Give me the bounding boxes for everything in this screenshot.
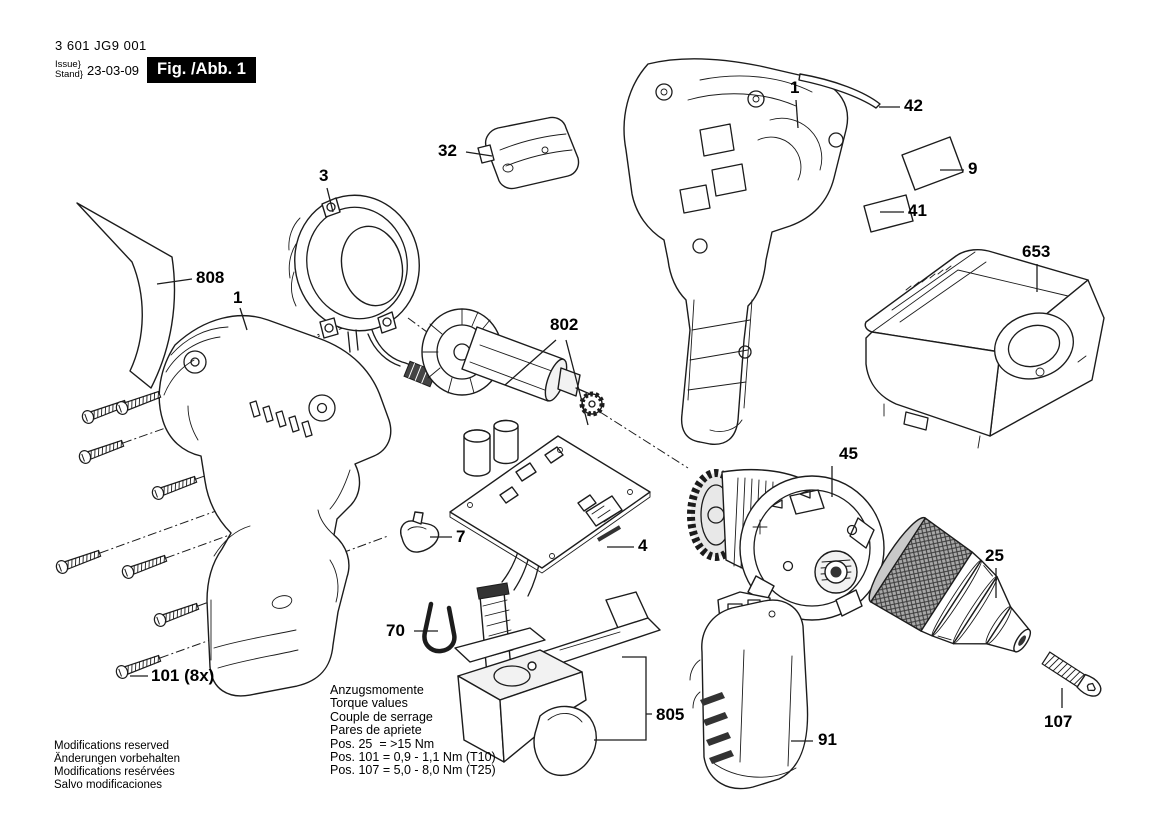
callout-32: 32: [438, 141, 457, 160]
torque-line: Pares de apriete: [330, 723, 422, 738]
modifications-line: Salvo modificaciones: [54, 779, 163, 791]
callout-101: 101 (8x): [151, 666, 215, 685]
charger-part: [865, 250, 1104, 448]
callout-1-left: 1: [233, 288, 243, 307]
torque-values-note: [330, 684, 496, 778]
part-number: 3 601 JG9 001: [55, 38, 147, 53]
callout-653: 653: [1022, 242, 1051, 261]
callout-91: 91: [818, 730, 837, 749]
torque-line: Couple de serrage: [330, 709, 433, 724]
gearbox-part: [691, 470, 884, 620]
sticker-large-part: [77, 203, 174, 388]
drawing-header: [55, 38, 256, 83]
callout-25: 25: [985, 546, 1004, 565]
modifications-line: Modifications reserved: [54, 740, 170, 752]
modifications-line: Modifications resérvées: [54, 766, 175, 778]
torque-line: Pos. 25 = >15 Nm: [330, 736, 435, 751]
torque-line: Anzugsmomente: [330, 683, 424, 697]
callout-4: 4: [638, 536, 648, 555]
clip-part: [424, 604, 454, 651]
callout-45: 45: [839, 444, 858, 463]
callout-808: 808: [196, 268, 225, 287]
belt-clip-part: [478, 117, 579, 188]
chuck-screw-part: [1041, 651, 1104, 700]
callout-802: 802: [550, 315, 579, 334]
housing-left-part: [159, 316, 391, 696]
torque-line: Pos. 101 = 0,9 - 1,1 Nm (T10): [330, 750, 496, 765]
chuck-part: [862, 512, 1054, 685]
battery-part: [690, 592, 808, 789]
callout-7: 7: [456, 527, 466, 546]
callout-70: 70: [386, 621, 405, 640]
callout-9: 9: [968, 159, 978, 178]
stand-label: Stand}: [55, 69, 83, 80]
figure-label: Fig. /Abb. 1: [147, 57, 256, 83]
housing-right-part: [624, 59, 847, 444]
modifications-line: Änderungen vorbehalten: [54, 753, 180, 765]
callout-42: 42: [904, 96, 923, 115]
callout-1-right: 1: [790, 78, 800, 97]
issue-date: 23-03-09: [87, 62, 140, 78]
pcb-part: [450, 421, 650, 597]
lever-part: [401, 512, 439, 552]
callout-3: 3: [319, 166, 329, 185]
torque-line: Pos. 107 = 5,0 - 8,0 Nm (T25): [330, 763, 496, 778]
callout-107: 107: [1044, 712, 1073, 731]
torque-line: Torque values: [330, 696, 408, 711]
label-small-part: [864, 195, 913, 232]
label-plate-part: [902, 137, 963, 190]
callout-41: 41: [908, 201, 927, 220]
modifications-note: [54, 740, 180, 792]
callout-805: 805: [656, 705, 685, 724]
issue-label: Issue}: [55, 59, 81, 70]
